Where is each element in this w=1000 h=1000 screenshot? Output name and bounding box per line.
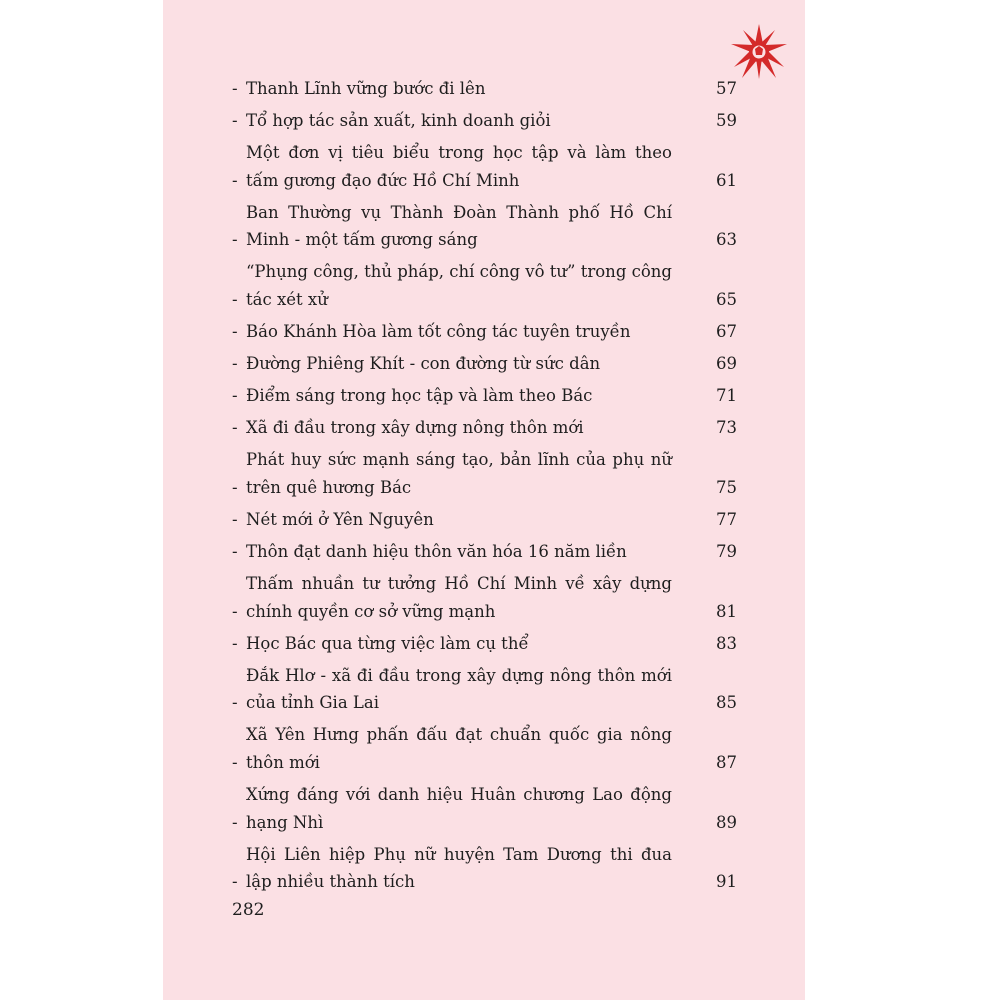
toc-entry <box>232 446 737 501</box>
toc-entry-dash: - <box>232 812 238 832</box>
toc-entry-dash: - <box>232 542 238 562</box>
toc-entry-title: Một đơn vị tiêu biểu trong học tập và làm theo tấm gương đạo đức Hồ Chí Minh <box>246 143 672 190</box>
toc-entry-dash: - <box>232 170 238 190</box>
toc-entry-page-number: 89 <box>716 812 737 832</box>
toc-entry <box>232 570 737 625</box>
red-star-emblem-icon <box>729 22 789 80</box>
toc-entry-title: Học Bác qua từng việc làm cụ thể <box>246 633 529 653</box>
toc-entry-page-number: 91 <box>716 872 737 892</box>
toc-entry-dash: - <box>232 693 238 713</box>
toc-entry-page-number: 79 <box>716 542 737 562</box>
toc-entry <box>232 414 737 442</box>
toc-entry-page-number: 83 <box>716 633 737 653</box>
toc-entry-page-number: 57 <box>716 79 737 98</box>
toc-entry-title: Thanh Lĩnh vững bước đi lên <box>246 79 486 98</box>
toc-entry-title: Thấm nhuần tư tưởng Hồ Chí Minh về xây dựng chính quyền cơ sở vững mạnh <box>246 574 672 621</box>
toc-entry-dash: - <box>232 633 238 653</box>
toc-entry-dash: - <box>232 354 238 374</box>
toc-entry <box>232 841 737 896</box>
toc-entry <box>232 350 737 378</box>
toc-entry-title: Xứng đáng với danh hiệu Huân chương Lao động hạng Nhì <box>246 785 672 832</box>
toc-entry <box>232 662 737 717</box>
toc-entry <box>232 382 737 410</box>
toc-entry <box>232 107 737 135</box>
toc-entry-title: Hội Liên hiệp Phụ nữ huyện Tam Dương thi đua lập nhiều thành tích <box>246 844 672 892</box>
toc-entry-title: Tổ hợp tác sản xuất, kinh doanh giỏi <box>246 111 551 131</box>
toc-entry <box>232 781 737 836</box>
toc-entry-dash: - <box>232 386 238 406</box>
toc-entry <box>232 538 737 566</box>
toc-entry-dash: - <box>232 601 238 621</box>
toc-entry-dash: - <box>232 509 238 529</box>
toc-entry-page-number: 81 <box>716 601 737 621</box>
toc-entry-dash: - <box>232 111 238 131</box>
toc-entry-dash: - <box>232 752 238 772</box>
toc-entry-page-number: 69 <box>716 354 737 374</box>
toc-entry <box>232 630 737 658</box>
toc-entry <box>232 721 737 776</box>
toc-entry-page-number: 63 <box>716 230 737 250</box>
toc-entry <box>232 318 737 346</box>
toc-entry <box>232 258 737 313</box>
toc-entry <box>232 199 737 254</box>
toc-entry-title: Xã đi đầu trong xây dựng nông thôn mới <box>246 418 584 438</box>
toc-entry-title: Đường Phiêng Khít - con đường từ sức dân <box>246 354 601 374</box>
toc-entry-page-number: 87 <box>716 752 737 772</box>
toc-entry <box>232 75 737 103</box>
toc-entry-page-number: 59 <box>716 111 737 131</box>
table-of-contents <box>232 75 737 900</box>
toc-entry-title: Phát huy sức mạnh sáng tạo, bản lĩnh của phụ nữ trên quê hương Bác <box>246 450 672 497</box>
toc-entry-title: Đắk Hlơ - xã đi đầu trong xây dựng nông thôn mới của tỉnh Gia Lai <box>246 665 672 713</box>
toc-entry-page-number: 71 <box>716 386 737 406</box>
toc-entry <box>232 506 737 534</box>
toc-entry-title: “Phụng công, thủ pháp, chí công vô tư” trong công tác xét xử <box>246 262 672 309</box>
toc-entry-page-number: 61 <box>716 170 737 190</box>
toc-entry-dash: - <box>232 872 238 892</box>
toc-entry-page-number: 65 <box>716 289 737 309</box>
toc-entry-page-number: 73 <box>716 418 737 438</box>
toc-entry-dash: - <box>232 477 238 497</box>
toc-entry-dash: - <box>232 418 238 438</box>
toc-entry <box>232 139 737 194</box>
toc-entry-title: Điểm sáng trong học tập và làm theo Bác <box>246 386 593 406</box>
toc-entry-title: Nét mới ở Yên Nguyên <box>246 509 434 529</box>
toc-entry-dash: - <box>232 321 238 341</box>
toc-entry-title: Xã Yên Hưng phấn đấu đạt chuẩn quốc gia nông thôn mới <box>246 725 672 772</box>
toc-entry-page-number: 85 <box>716 693 737 713</box>
toc-entry-title: Thôn đạt danh hiệu thôn văn hóa 16 năm liền <box>246 542 627 562</box>
toc-entry-title: Báo Khánh Hòa làm tốt công tác tuyên truyền <box>246 321 631 341</box>
toc-entry-page-number: 67 <box>716 321 737 341</box>
toc-entry-page-number: 75 <box>716 477 737 497</box>
toc-entry-dash: - <box>232 289 238 309</box>
page-number: 282 <box>232 900 265 920</box>
toc-entry-dash: - <box>232 230 238 250</box>
toc-entry-page-number: 77 <box>716 509 737 529</box>
toc-entry-dash: - <box>232 79 238 98</box>
toc-entry-title: Ban Thường vụ Thành Đoàn Thành phố Hồ Chí Minh - một tấm gương sáng <box>246 202 672 250</box>
